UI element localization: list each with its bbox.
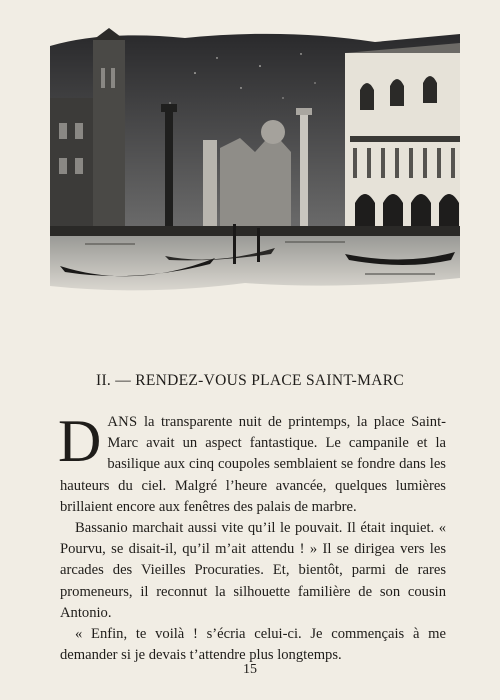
- paragraph-3: « Enfin, te voilà ! s’écria celui-ci. Je commençais à me demander si je devais t’attendre plus longtemps.: [60, 626, 446, 664]
- paragraph-1-text: la transparente nuit de printemps, la place Saint-Marc avait un aspect fantastique. Le campanile et la basilique aux cinq coupoles semblaient se fondre dans les hauteurs du ciel. Malgré l’heure avancée, quelques lumières brillaient encore aux fenêtres des palais de marbre.: [60, 414, 446, 515]
- first-word-rest: ANS: [107, 414, 138, 430]
- drop-cap: D: [58, 408, 102, 474]
- page-number: 15: [243, 662, 257, 677]
- venice-night-illustration: [45, 28, 465, 303]
- paragraph-1: [58, 408, 446, 518]
- paragraph-2: Bassanio marchait aussi vite qu’il le pouvait. Il était inquiet. « Pourvu, se disait-il, qu’il m’ait attendu ! » Il se dirigea vers les arcades des Vieilles Procuraties. Et, bientôt, parmi de rares promeneurs, il reconnut la silhouette familière de son cousin Antonio.: [60, 520, 446, 621]
- body-text: [58, 408, 446, 666]
- chapter-title: II. — RENDEZ-VOUS PLACE SAINT-MARC: [95, 372, 404, 389]
